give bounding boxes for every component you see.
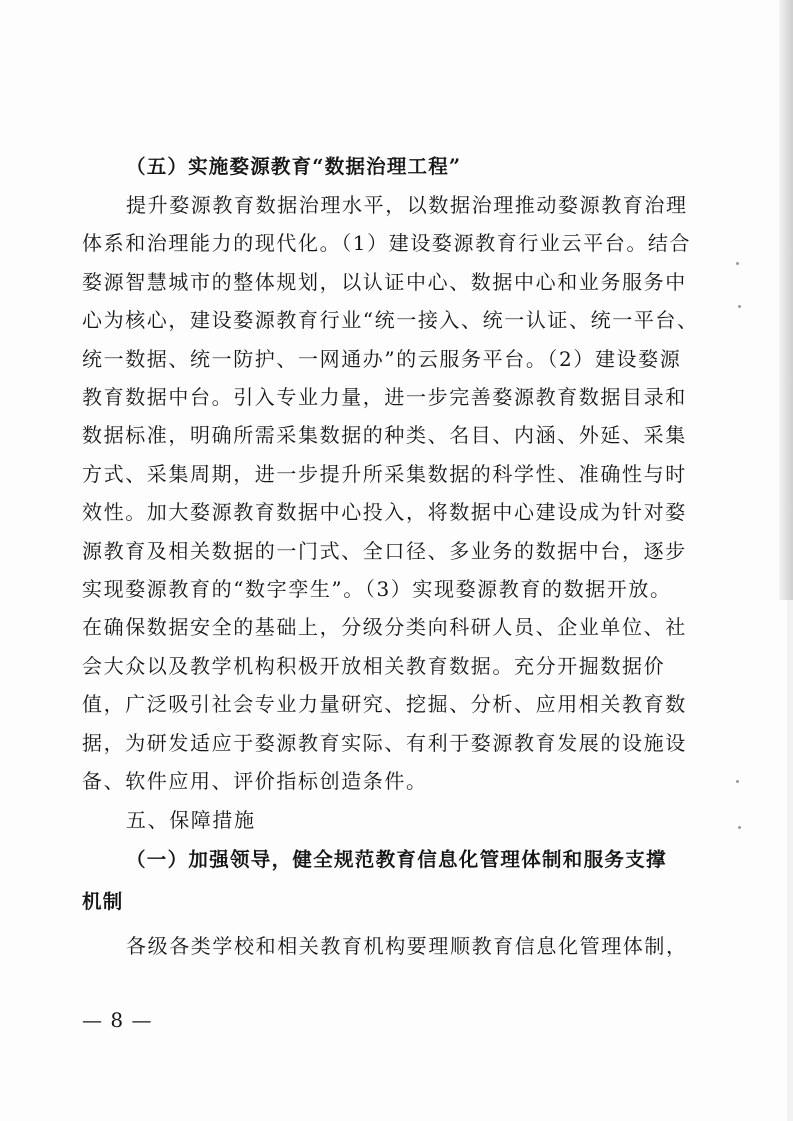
paragraph-line: 据，为研发适应于婺源教育实际、有利于婺源教育发展的设施设 <box>82 730 687 755</box>
paragraph-line: 心为核心，建设婺源教育行业“统一接入、统一认证、统一平台、 <box>82 308 699 333</box>
paragraph-line: 方式、采集周期，进一步提升所采集数据的科学性、准确性与时 <box>82 461 687 486</box>
scan-speck <box>736 780 739 783</box>
paragraph-line: 值，广泛吸引社会专业力量研究、挖掘、分析、应用相关教育数 <box>82 692 687 717</box>
scan-speck <box>736 262 739 265</box>
page-number: — 8 — <box>82 1008 153 1032</box>
subsection-title-line: 机制 <box>82 889 124 913</box>
paragraph-line: 数据标准，明确所需采集数据的种类、名目、内涵、外延、采集 <box>82 423 687 448</box>
paragraph-line: 提升婺源教育数据治理水平，以数据治理推动婺源教育治理 <box>126 193 688 217</box>
paragraph-line: 备、软件应用、评价指标创造条件。 <box>82 769 428 794</box>
paragraph-data-governance <box>82 186 699 801</box>
subsection-title-line: （一）加强领导，健全规范教育信息化管理体制和服务支撑 <box>126 847 667 871</box>
paragraph-line: 体系和治理能力的现代化。（1）建设婺源教育行业云平台。结合 <box>82 231 692 256</box>
paragraph-line: 各级各类学校和相关教育机构要理顺教育信息化管理体制， <box>126 933 688 958</box>
scan-speck <box>738 826 741 829</box>
paragraph-line: 统一数据、统一防护、一网通办”的云服务平台。（2）建设婺源 <box>82 346 682 371</box>
paragraph-line: 在确保数据安全的基础上，分级分类向科研人员、企业单位、社 <box>82 615 687 640</box>
document-body <box>82 148 699 965</box>
paragraph-line: 婺源智慧城市的整体规划，以认证中心、数据中心和业务服务中 <box>82 269 687 294</box>
paragraph-line: 源教育及相关数据的一门式、全口径、多业务的数据中台，逐步 <box>82 538 687 563</box>
scan-edge-shadow <box>779 0 793 600</box>
paragraph-line: 教育数据中台。引入专业力量，进一步完善婺源教育数据目录和 <box>82 385 687 410</box>
paragraph-line: 会大众以及教学机构积极开放相关教育数据。充分开掘数据价 <box>82 653 666 678</box>
scan-edge-shadow-lower <box>787 600 793 1121</box>
section-title: 五、保障措施 <box>126 807 256 832</box>
scan-speck <box>738 305 741 308</box>
paragraph-line: 效性。加大婺源教育数据中心投入，将数据中心建设成为针对婺 <box>82 500 687 525</box>
paragraph-line: 实现婺源教育的“数字孪生”。（3）实现婺源教育的数据开放。 <box>82 577 672 602</box>
subsection-heading: （五）实施婺源教育“数据治理工程” <box>126 155 462 178</box>
